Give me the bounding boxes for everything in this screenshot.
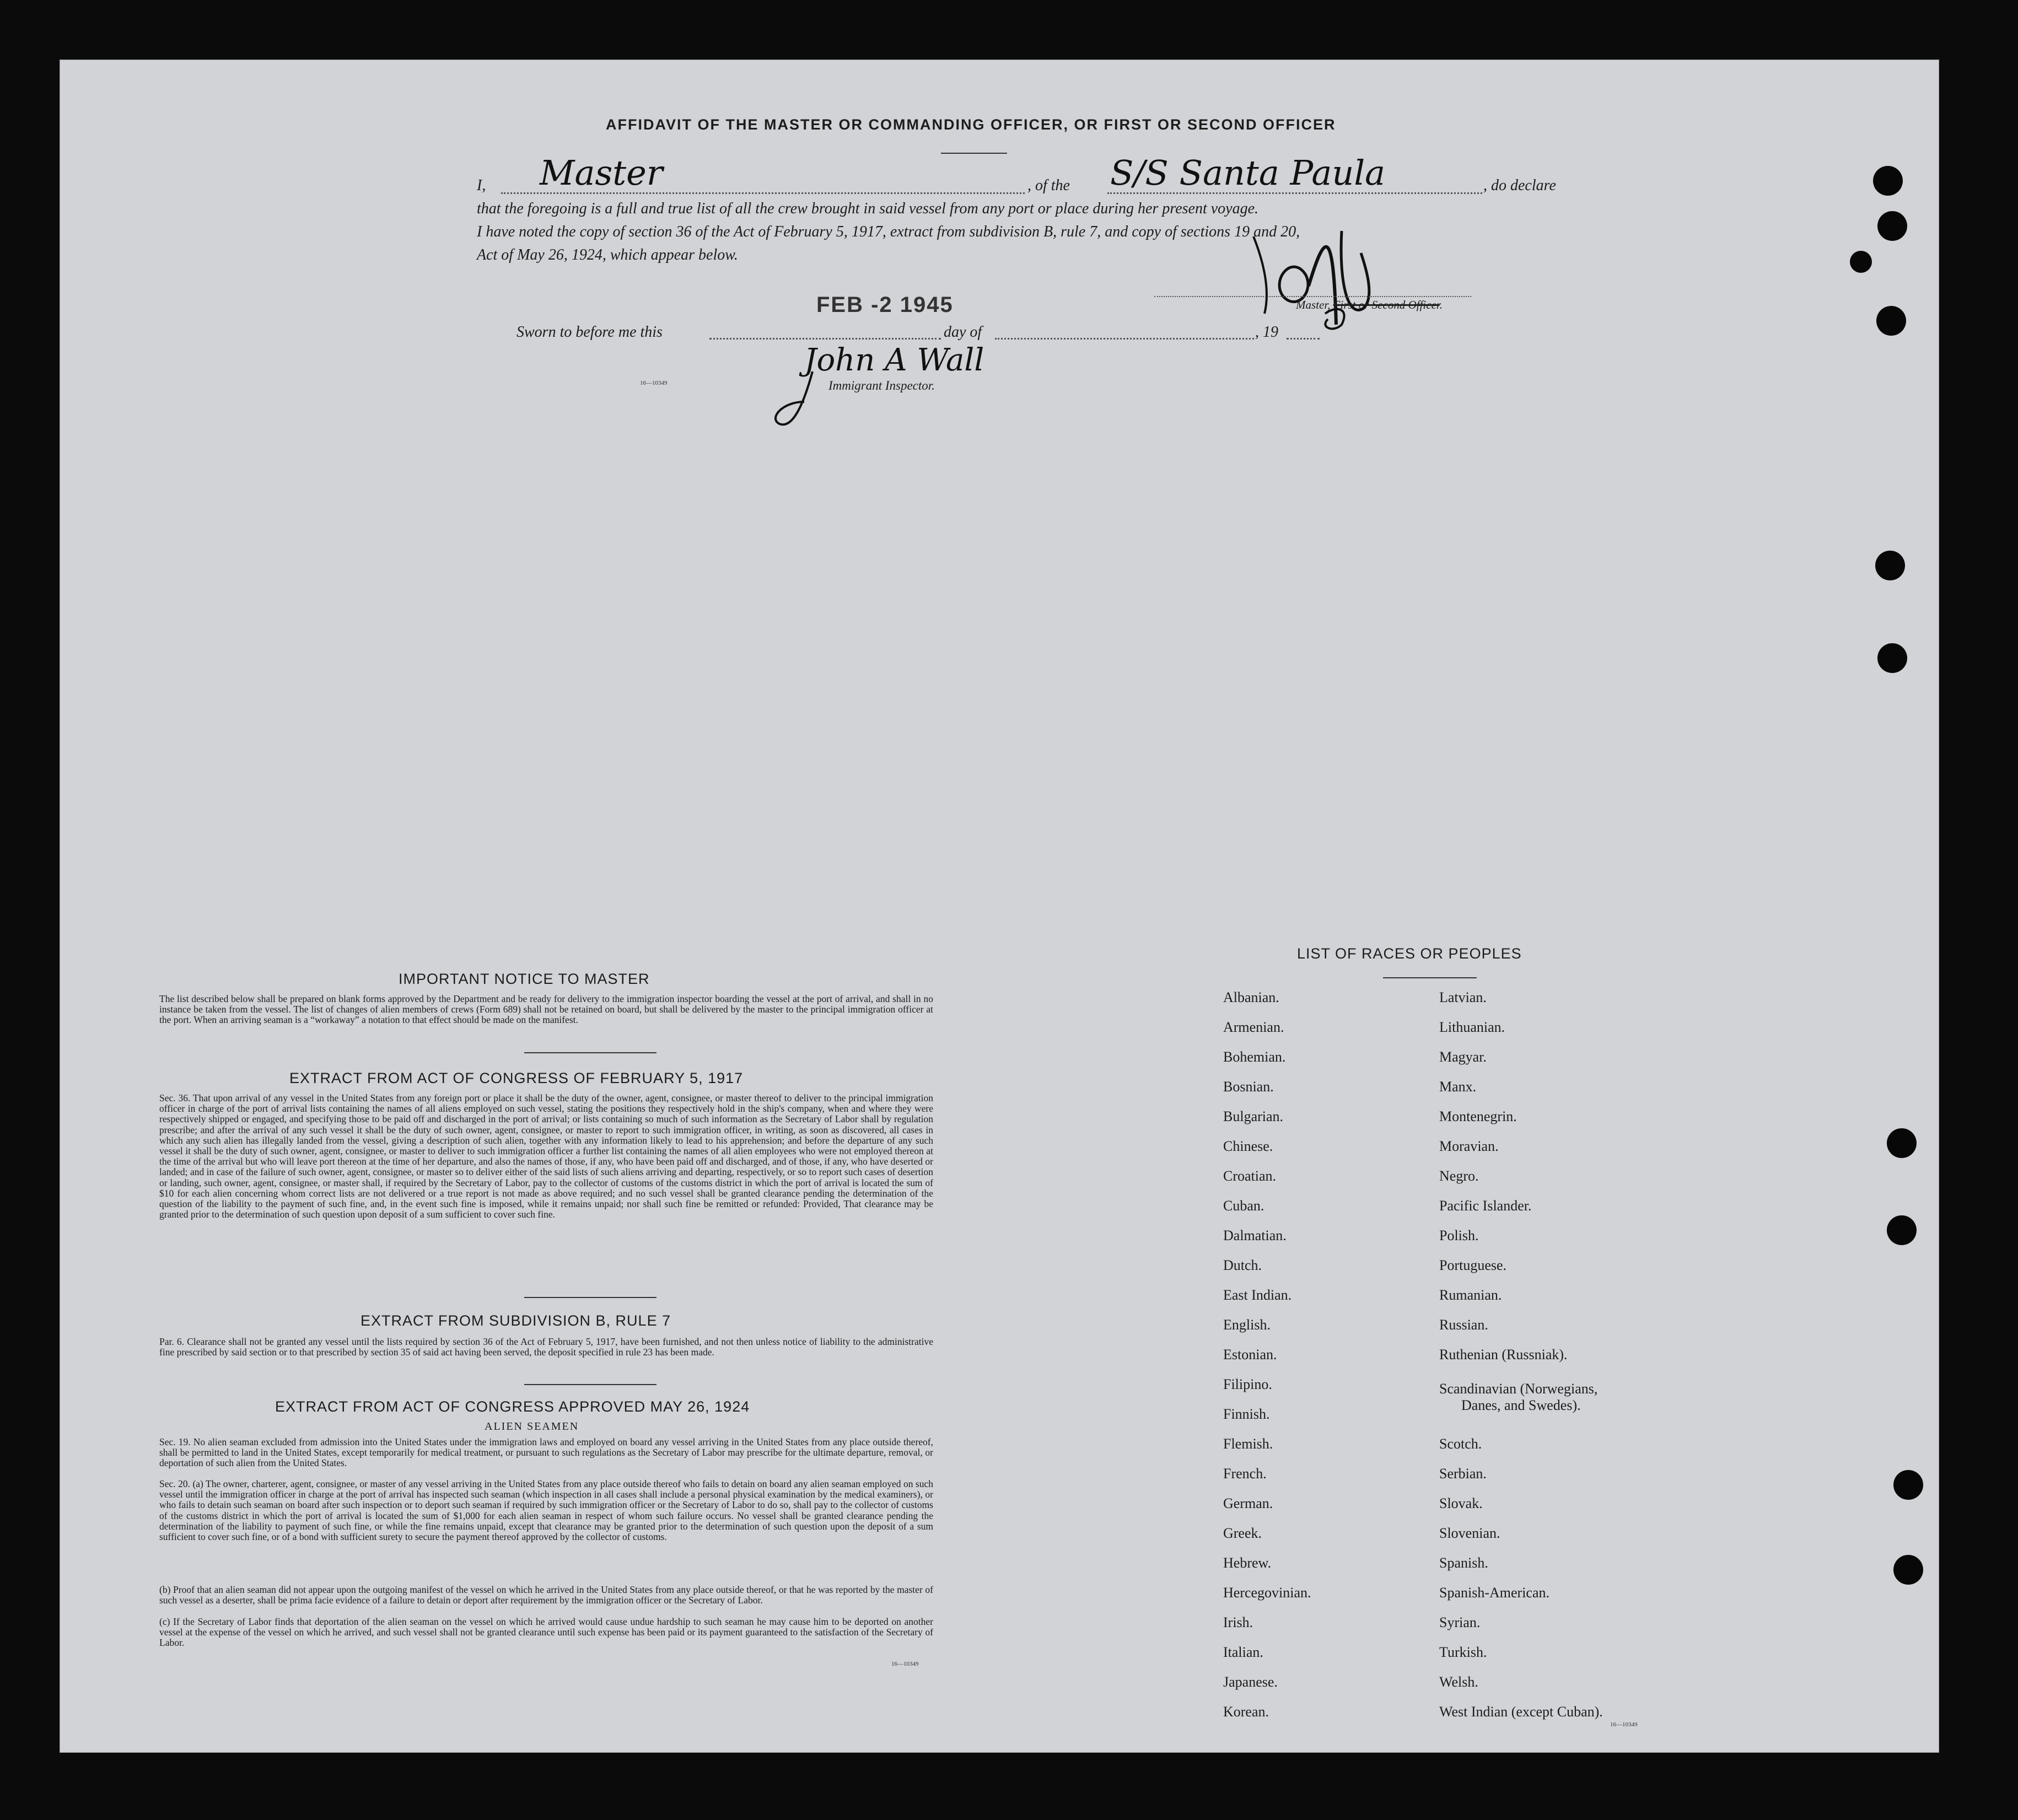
race-item: Magyar. <box>1439 1049 1487 1065</box>
punch-hole <box>1850 251 1872 273</box>
extract-1924-sec20b: (b) Proof that an alien seaman did not appear upon the outgoing manifest of the vessel on which he arrived in the United States from any place outside thereof, or that he was reported by the master of such vessel as a deserter, shall be prima facie evidence of a failure to detain or deport after requirement by the immigration officer or the Secretary of Labor. <box>159 1584 933 1606</box>
inspector-caption: Immigrant Inspector. <box>828 379 935 392</box>
subdivision-b-text: Par. 6. Clearance shall not be granted any vessel until the lists required by section 36 of the Act of February 5, 1917, have been furnished, and not then unless notice of liability to the administrative fine prescribed by said section or to that prescribed by section 35 of said act having been served, the deposit specified in rule 23 has been made. <box>159 1336 933 1358</box>
affidavit-title: AFFIDAVIT OF THE MASTER OR COMMANDING OFFICER, OR FIRST OR SECOND OFFICER <box>606 116 1336 133</box>
race-item: Scandinavian (Norwegians, <box>1439 1381 1598 1397</box>
extract-1924-title: EXTRACT FROM ACT OF CONGRESS APPROVED MAY 26, 1924 <box>275 1398 750 1415</box>
race-item: Dutch. <box>1223 1257 1262 1273</box>
sworn-text: Sworn to before me this <box>516 324 663 341</box>
race-item: Chinese. <box>1223 1138 1273 1154</box>
race-item: Hercegovinian. <box>1223 1585 1311 1601</box>
sworn-year-blank <box>1287 338 1320 340</box>
race-item: Estonian. <box>1223 1347 1277 1363</box>
race-item: Montenegrin. <box>1439 1108 1517 1124</box>
race-item: Slovenian. <box>1439 1525 1500 1541</box>
sworn-month-blank <box>995 338 1254 340</box>
race-item: Pacific Islander. <box>1439 1198 1532 1214</box>
race-item: Cuban. <box>1223 1198 1264 1214</box>
extract-1917-text: Sec. 36. That upon arrival of any vessel in the United States from any foreign port or place it shall be the duty of the owner, agent, consignee, or master thereof to deliver to the principal immigration officer in charge of the port of arrival lists containing the names of all aliens employed on such vessel, stating the positions they respectively hold in the ship's company, when and where they were respectively shipped or engaged, and specifying those to be paid off and discharged in the port of arrival; or lists containing so much of such information as the Secretary of Labor shall by regulation prescribe; and after the arrival of any such vessel it shall be the duty of such owner, agent, consignee, or master to report to such immigration officer, in writing, as soon as discovered, all cases in which any such alien has illegally landed from the vessel, giving a description of such alien, together with any information likely to lead to his apprehension; and before the departure of any such vessel it shall be the duty of such owner, agent, consignee, or master to deliver to such immigration officer a further list containing the names of all alien employees who were not employed thereon at the time of the arrival but who will leave port thereon at the time of her departure, and also the names of those, if any, who have been paid off and discharged, and of those, if any, who have deserted or landed; and in case of the failure of such owner, agent, consignee, or master so to deliver either of the said lists of such aliens arriving and departing, respectively, or so to report such cases of desertion or landing, such owner, agent, consignee, or master shall, if required by the Secretary of Labor, pay to the collector of customs of the customs district in which the port of arrival is located the sum of $10 for each alien concerning whom correct lists are not delivered or a true report is not made as above required; and no such vessel shall be granted clearance pending the determination of the question of the liability to the payment of such fine, and, in the event such fine is imposed, while it remains unpaid; nor shall such fine be remitted or refunded: Provided, That clearance may be granted prior to the determination of such question upon deposit of a sum sufficient to cover such fine. <box>159 1092 933 1220</box>
race-item: Croatian. <box>1223 1168 1277 1184</box>
signature-caption-end: . <box>1439 298 1443 311</box>
race-item: Russian. <box>1439 1317 1488 1333</box>
signature-caption-struck: First or Second Officer <box>1333 298 1440 311</box>
signature-blank-line <box>1154 296 1471 297</box>
race-item: Filipino. <box>1223 1376 1272 1392</box>
race-item: Flemish. <box>1223 1436 1273 1452</box>
race-item: Armenian. <box>1223 1019 1284 1035</box>
extract-1917-title: EXTRACT FROM ACT OF CONGRESS OF FEBRUARY 5, 1917 <box>289 1070 744 1086</box>
race-item: Finnish. <box>1223 1406 1270 1422</box>
punch-hole <box>1887 1128 1917 1158</box>
race-item: English. <box>1223 1317 1271 1333</box>
punch-hole <box>1877 643 1907 673</box>
race-item: Portuguese. <box>1439 1257 1507 1273</box>
punch-hole <box>1876 306 1906 336</box>
race-item: Manx. <box>1439 1079 1477 1095</box>
affidavit-i: I, <box>477 177 486 194</box>
race-item: Spanish. <box>1439 1555 1488 1571</box>
race-item: Ruthenian (Russniak). <box>1439 1347 1568 1363</box>
race-item: Italian. <box>1223 1644 1263 1660</box>
race-item: Scotch. <box>1439 1436 1482 1452</box>
notice-divider <box>524 1052 656 1053</box>
date-stamp: FEB -2 1945 <box>816 293 954 317</box>
race-item: Lithuanian. <box>1439 1019 1505 1035</box>
notice-title: IMPORTANT NOTICE TO MASTER <box>399 971 650 987</box>
race-item: West Indian (except Cuban). <box>1439 1704 1603 1720</box>
punch-hole <box>1893 1470 1923 1500</box>
punch-hole <box>1875 551 1905 580</box>
notice-text: The list described below shall be prepared on blank forms approved by the Department and be ready for delivery to the immigration inspector boarding the vessel at the port of arrival, and shall in no instance be taken from the vessel. The list of changes of alien members of crews (Form 689) shall not be retained on board, but shall be delivered by the master to the principal immigration officer at the port. When an arriving seaman is a “workaway” a notation to that effect should be made on the manifest. <box>159 993 933 1026</box>
race-item: German. <box>1223 1495 1273 1511</box>
race-item: Slovak. <box>1439 1495 1483 1511</box>
race-item: Bohemian. <box>1223 1049 1286 1065</box>
alien-seamen-subtitle: ALIEN SEAMEN <box>485 1420 579 1433</box>
subdivision-b-divider <box>524 1384 656 1385</box>
races-divider <box>1383 977 1477 978</box>
extract-1924-sec20a: Sec. 20. (a) The owner, charterer, agent, consignee, or master of any vessel arriving in the United States from any place outside thereof who fails to detain on board any alien seaman employed on such vessel until the immigration officer in charge at the port of arrival has inspected such seaman (which inspection in all cases shall include a personal physical examination by the medical examiners), or who fails to detain such seaman on board after such inspection or to deport such seaman if required by such immigration officer or the Secretary of Labor to do so, shall pay to the collector of customs of the customs district in which the port of arrival is located the sum of $1,000 for each alien seaman in respect of whom such failure occurs. No vessel shall be granted clearance pending the determination of the liability to payment of such fine, or while the fine remains unpaid, except that clearance may be granted prior to the determination of such question upon the deposit of a sum sufficient to cover such fine, or of a bond with sufficient surety to secure the payment thereof approved by the collector of customs. <box>159 1478 933 1543</box>
punch-hole <box>1873 166 1903 196</box>
subdivision-b-title: EXTRACT FROM SUBDIVISION B, RULE 7 <box>360 1312 671 1329</box>
inspector-signature: John A Wall <box>804 342 984 378</box>
race-item: Greek. <box>1223 1525 1262 1541</box>
affidavit-line-2: that the foregoing is a full and true list of all the crew brought in said vessel from any port or place during her present voyage. <box>477 200 1259 217</box>
affidavit-of-the: , of the <box>1027 177 1070 194</box>
race-item: Bosnian. <box>1223 1079 1274 1095</box>
race-item: Irish. <box>1223 1614 1253 1630</box>
signature-caption <box>1296 298 1443 312</box>
handwritten-rank: Master <box>540 153 663 193</box>
race-item: Serbian. <box>1439 1466 1487 1482</box>
race-item: Welsh. <box>1439 1674 1478 1690</box>
document-page <box>60 60 1939 1753</box>
extract-1917-divider <box>524 1297 656 1298</box>
race-item: Korean. <box>1223 1704 1269 1720</box>
race-item: Syrian. <box>1439 1614 1481 1630</box>
sworn-year: , 19 <box>1255 324 1278 341</box>
race-item: Polish. <box>1439 1227 1479 1243</box>
extract-1924-sec20c: (c) If the Secretary of Labor finds that deportation of the alien seaman on the vessel on which he arrived would cause undue hardship to such seaman he may cause him to be deported on another vessel at the expense of the vessel on which he arrived, and such vessel shall not be granted clearance until such expense has been paid or its payment guaranteed to the satisfaction of the Secretary of Labor. <box>159 1616 933 1649</box>
form-number-races: 16—10349 <box>1610 1721 1638 1728</box>
race-item: Turkish. <box>1439 1644 1487 1660</box>
race-item: Negro. <box>1439 1168 1479 1184</box>
race-item: Rumanian. <box>1439 1287 1502 1303</box>
affidavit-line-4: Act of May 26, 1924, which appear below. <box>477 246 738 263</box>
sworn-day-blank <box>709 338 941 340</box>
affidavit-line-3: I have noted the copy of section 36 of the Act of February 5, 1917, extract from subdivision B, rule 7, and copy of sections 19 and 20, <box>477 223 1300 240</box>
form-number-top: 16—10349 <box>640 380 668 386</box>
race-item: East Indian. <box>1223 1287 1292 1303</box>
race-item: Dalmatian. <box>1223 1227 1287 1243</box>
race-item: Japanese. <box>1223 1674 1278 1690</box>
race-item-continued: Danes, and Swedes). <box>1461 1397 1581 1413</box>
signature-caption-master: Master, <box>1296 298 1333 311</box>
race-item: Latvian. <box>1439 989 1487 1005</box>
race-item: Albanian. <box>1223 989 1279 1005</box>
race-item: Spanish-American. <box>1439 1585 1550 1601</box>
race-item: French. <box>1223 1466 1267 1482</box>
race-item: Moravian. <box>1439 1138 1499 1154</box>
form-number-extracts: 16—10349 <box>891 1661 919 1667</box>
punch-hole <box>1887 1215 1917 1245</box>
punch-hole <box>1877 211 1907 241</box>
race-item: Hebrew. <box>1223 1555 1272 1571</box>
title-divider <box>941 153 1007 154</box>
race-item: Bulgarian. <box>1223 1108 1284 1124</box>
races-title: LIST OF RACES OR PEOPLES <box>1297 945 1522 962</box>
sworn-day-of: day of <box>944 324 982 341</box>
punch-hole <box>1893 1555 1923 1585</box>
inspector-signature-flourish <box>771 369 837 435</box>
extract-1924-sec19: Sec. 19. No alien seaman excluded from admission into the United States under the immigration laws and employed on board any vessel arriving in the United States from any place outside thereof, shall be permitted to land in the United States, except temporarily for medical treatment, or pursuant to such regulations as the Secretary of Labor may prescribe for the ultimate departure, removal, or deportation of such alien from the United States. <box>159 1436 933 1469</box>
affidavit-do-declare: , do declare <box>1483 177 1556 194</box>
master-signature <box>1231 214 1452 341</box>
handwritten-vessel: S/S Santa Paula <box>1110 153 1386 193</box>
